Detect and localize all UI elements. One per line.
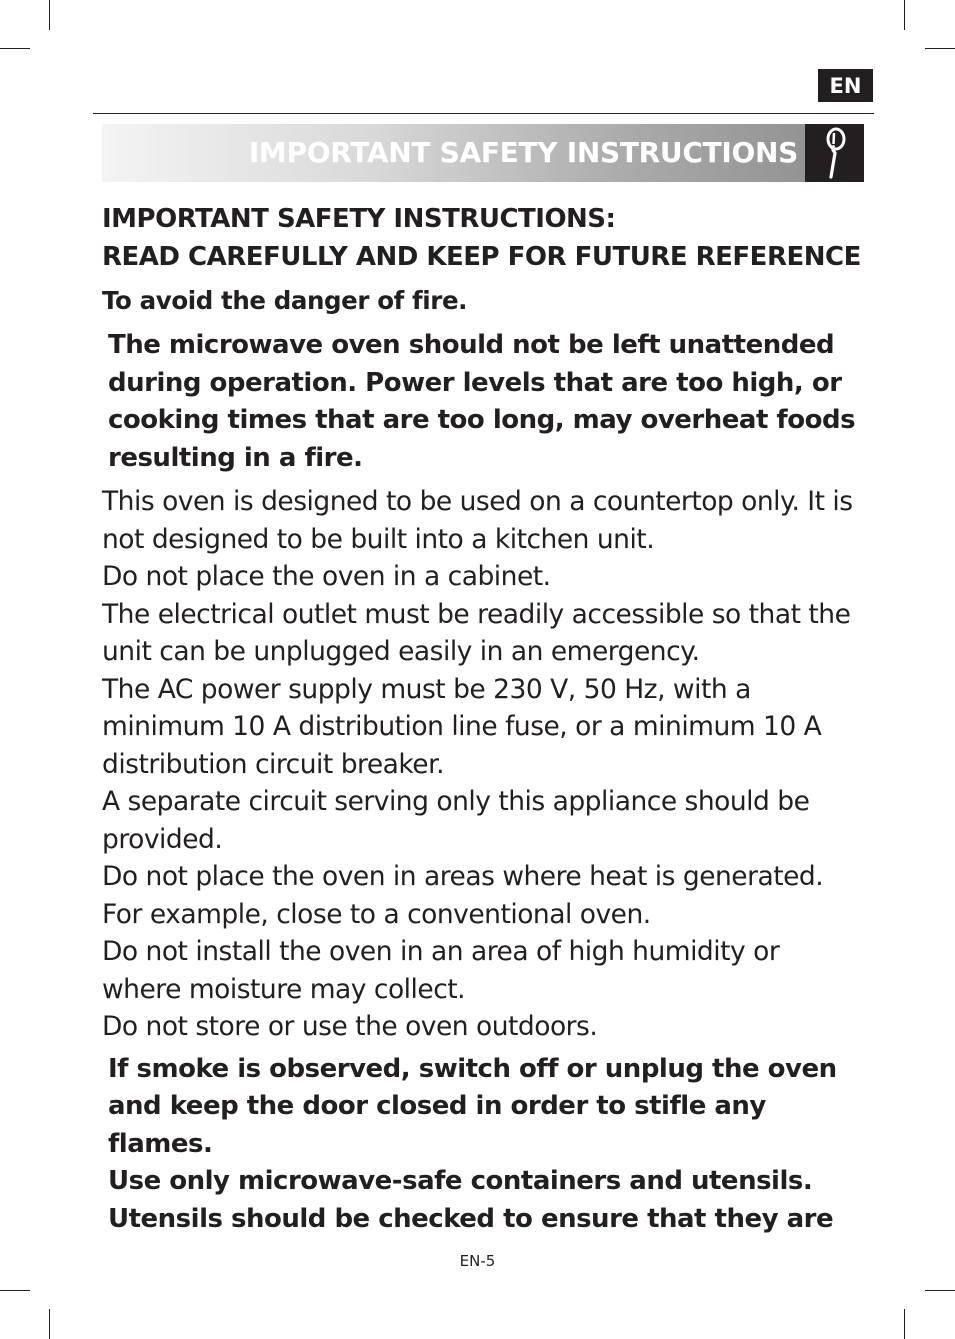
crop-mark-bottom-left xyxy=(49,1309,50,1339)
crop-mark-top-left xyxy=(49,0,50,30)
heading-line-1: IMPORTANT SAFETY INSTRUCTIONS: xyxy=(102,204,616,234)
page-number: EN-5 xyxy=(459,1252,496,1270)
header-divider xyxy=(93,113,874,114)
crop-mark-bottom-right xyxy=(904,1309,905,1339)
fire-danger-heading: To avoid the danger of fire. xyxy=(102,286,468,315)
crop-mark-top-left-h xyxy=(0,48,30,49)
section-banner xyxy=(102,124,864,182)
unattended-warning: The microwave oven should not be left unattended during operation. Power levels that are too high, or cooking times that are too long, may overheat foods resulting in a fire. xyxy=(108,330,856,473)
heading-line-2: READ CAREFULLY AND KEEP FOR FUTURE REFERENCE xyxy=(102,242,861,272)
crop-mark-top-right xyxy=(904,0,905,30)
language-badge: EN xyxy=(818,69,873,102)
crop-mark-bottom-right-h xyxy=(925,1290,955,1291)
smoke-warning: If smoke is observed, switch off or unplug the oven and keep the door closed in order to stifle any flames. Use only microwave-safe containers and utensils. Utensils should be checked to ensure that they are xyxy=(108,1053,837,1234)
banner-title: IMPORTANT SAFETY INSTRUCTIONS xyxy=(248,136,798,169)
crop-mark-bottom-left-h xyxy=(0,1290,30,1291)
crop-mark-top-right-h xyxy=(925,48,955,49)
installation-instructions: This oven is designed to be used on a countertop only. It is not designed to be built into a kitchen unit. Do not place the oven in a cabinet. The electrical outlet must be readily accessible so that the unit can be unplugged easily in an emergency. The AC power supply must be 230 V, 50 Hz, with a minimum 10 A distribution line fuse, or a minimum 10 A distribution circuit breaker. A separate circuit serving only this appliance should be provided. Do not place the oven in areas where heat is generated. For example, close to a conventional oven. Do not install the oven in an area of high humidity or where moisture may collect. Do not store or use the oven outdoors. xyxy=(102,486,853,1042)
instructions-content xyxy=(102,200,872,1238)
safety-warning-icon xyxy=(805,124,864,182)
